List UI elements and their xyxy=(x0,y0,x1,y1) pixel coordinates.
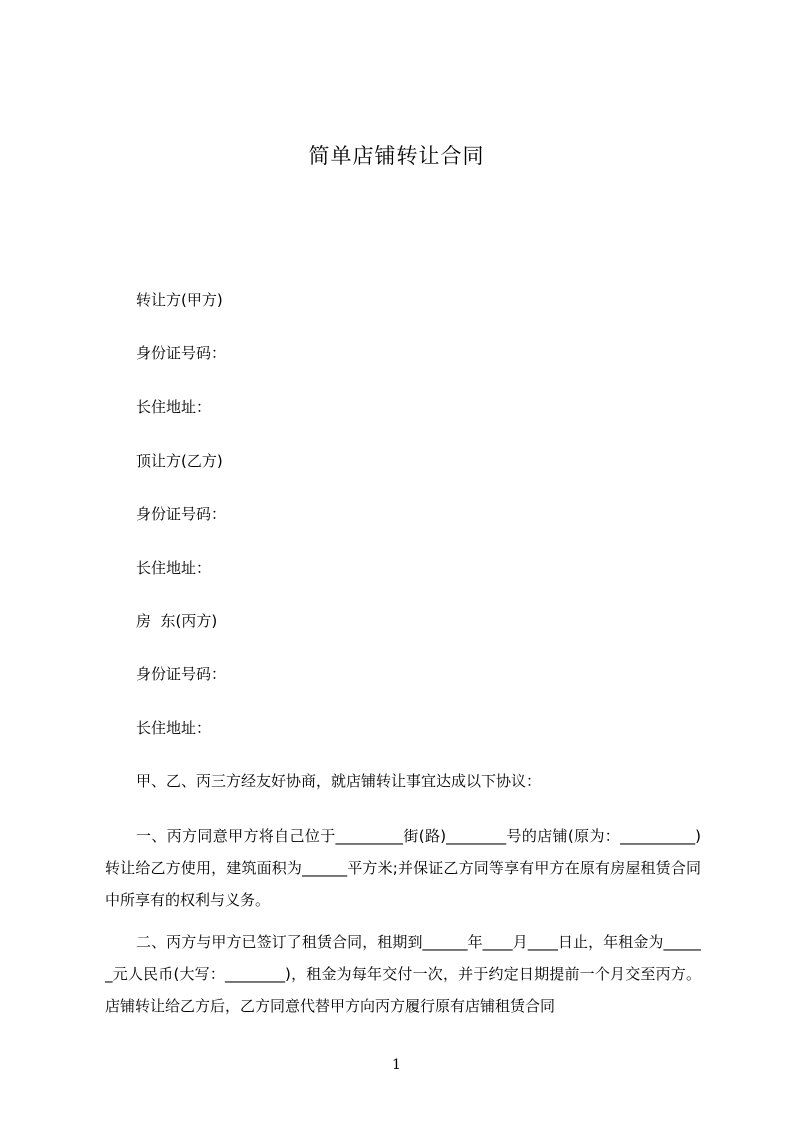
transferor-address-label: 长住地址： xyxy=(136,398,212,416)
page-number: 1 xyxy=(392,1057,401,1073)
transferor-label: 转让方(甲方) xyxy=(136,291,223,309)
landlord-address-label: 长住地址： xyxy=(136,719,212,737)
transferee-id-label: 身份证号码： xyxy=(136,505,227,523)
landlord-id-label: 身份证号码： xyxy=(136,665,227,683)
transferee-label: 顶让方(乙方) xyxy=(136,452,223,470)
transferor-id-label: 身份证号码： xyxy=(136,344,227,362)
clause-1: 一、丙方同意甲方将自己位于_________街(路)________号的店铺(原为：__________)转让给乙方使用，建筑面积为______平方米;并保证乙方同等享有甲方在原有房屋租赁合同中所享有的权利与义务。 xyxy=(105,827,701,909)
transferee-address-label: 长住地址： xyxy=(136,559,212,577)
agreement-intro: 甲、乙、丙三方经友好协商，就店铺转让事宜达成以下协议： xyxy=(136,772,542,790)
landlord-label: 房 东(丙方) xyxy=(136,612,218,630)
clause-2: 二、丙方与甲方已签订了租赁合同，租期到______年____月____日止，年租金为______元人民币(大写：________)，租金为每年交付一次，并于约定日期提前一个月交至丙方。店铺转让给乙方后，乙方同意代替甲方向丙方履行原有店铺租赁合同 xyxy=(105,933,701,1015)
document-title: 简单店铺转让合同 xyxy=(308,144,485,168)
